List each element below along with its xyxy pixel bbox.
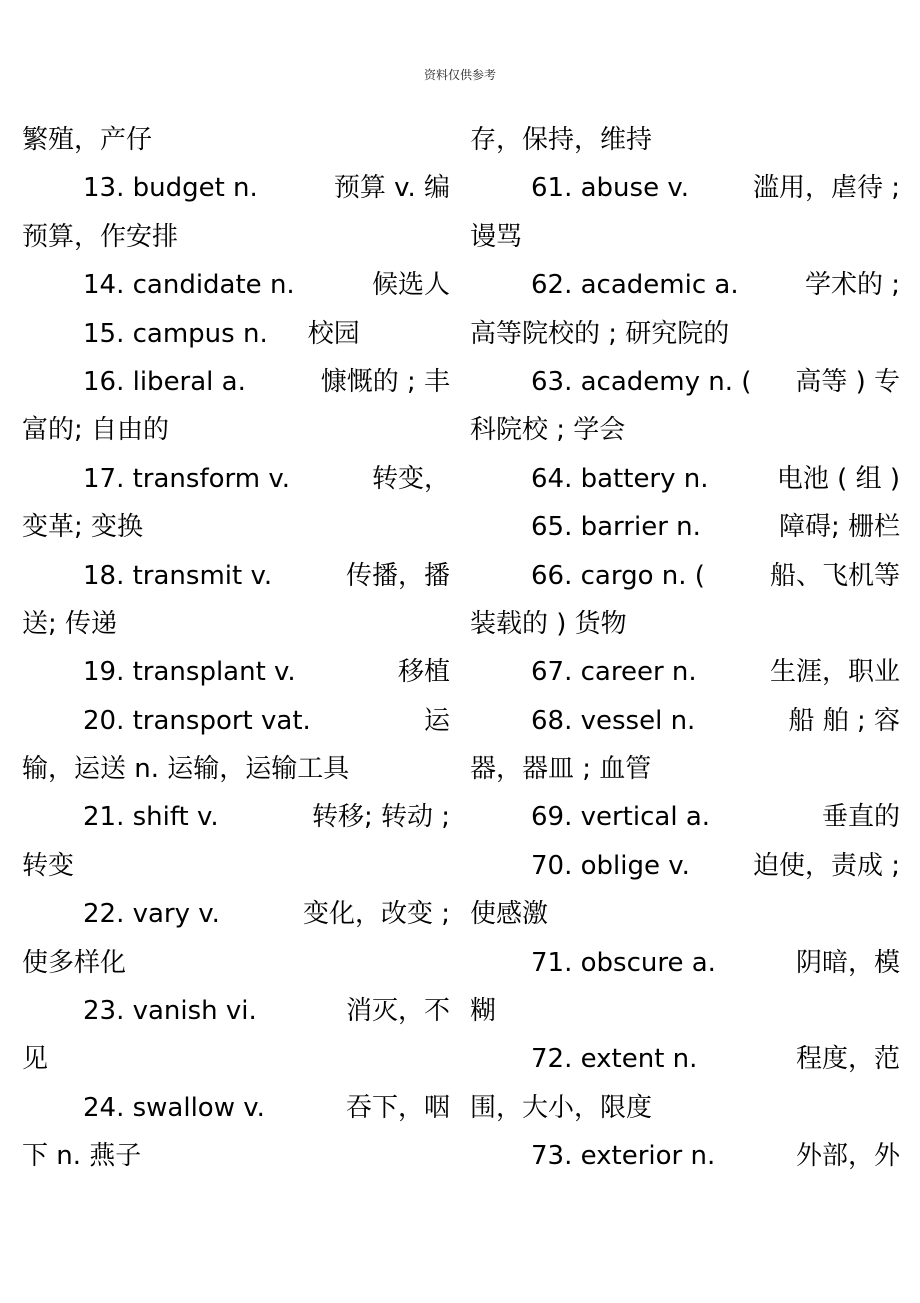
vocab-term: 72. extent n. [531, 1044, 698, 1075]
vocab-entry-line [22, 648, 450, 696]
vocab-continuation-line: 高等院校的 ; 研究院的 [470, 318, 730, 349]
vocab-definition: 障碍; 栅栏 [778, 512, 900, 543]
vocab-definition: 高等 ) 专 [795, 366, 900, 397]
vocab-entry-line [22, 793, 450, 841]
vocab-entry-line [22, 890, 450, 938]
vocab-definition: 电池 ( 组 ) [776, 463, 900, 494]
vocab-continuation-line: 转变 [22, 850, 75, 881]
vocab-term: 21. shift v. [83, 802, 219, 833]
vocab-continuation-line: 下 n. 燕子 [22, 1141, 142, 1172]
vocab-entry-line [470, 261, 900, 309]
vocab-term: 73. exterior n. [531, 1141, 716, 1172]
vocab-term: 23. vanish vi. [83, 996, 257, 1027]
vocab-continuation-line: 存，保持，维持 [470, 125, 653, 155]
vocab-definition: 垂直的 [821, 802, 900, 833]
vocab-entry-line [22, 697, 450, 745]
vocab-continuation-line: 使多样化 [22, 947, 127, 978]
vocab-definition: 变化，改变 ; [302, 899, 450, 930]
vocab-continuation-line: 使感激 [470, 899, 549, 930]
vocab-term: 14. candidate n. [83, 270, 295, 301]
vocab-entry-line [470, 793, 900, 841]
vocab-entry-line [22, 455, 450, 503]
vocab-definition: 程度，范 [795, 1044, 900, 1075]
vocab-definition: 转移; 转动 ; [311, 802, 450, 833]
vocab-definition: 转变， [371, 463, 450, 494]
vocab-entry-line [470, 939, 900, 987]
page-header: 资料仅供参考 [423, 68, 496, 82]
vocab-definition: 吞下，咽 [345, 1092, 450, 1123]
vocab-definition: 生涯，职业 [769, 657, 900, 688]
vocab-definition: 船、飞机等 [769, 560, 900, 591]
vocab-term: 62. academic a. [531, 270, 739, 301]
vocab-term: 66. cargo n. ( [531, 560, 705, 591]
vocab-continuation-line: 装载的 ) 货物 [470, 608, 627, 639]
right-column [470, 116, 900, 1181]
vocab-term: 18. transmit v. [83, 560, 273, 591]
vocab-definition: 学术的 ; [804, 270, 900, 301]
vocab-entry-line [470, 358, 900, 406]
vocab-definition: 校园 [307, 318, 360, 349]
vocab-continuation-line: 送; 传递 [22, 608, 118, 639]
vocab-entry-line [22, 310, 450, 358]
vocab-term: 61. abuse v. [531, 173, 689, 204]
vocab-continuation-line: 输，运送 n. 运输，运输工具 [22, 754, 350, 785]
vocab-definition: 船 舶 ; 容 [788, 705, 900, 736]
vocab-term: 20. transport vat. [83, 705, 311, 736]
vocab-term: 24. swallow v. [83, 1092, 265, 1123]
vocab-definition: 运 [423, 705, 450, 736]
vocab-entry-line [470, 455, 900, 503]
vocab-entry-line [22, 987, 450, 1035]
vocab-term: 70. oblige v. [531, 850, 690, 881]
vocab-term: 17. transform v. [83, 463, 290, 494]
vocab-definition: 预算 v. 编 [333, 173, 450, 204]
vocab-entry-line [470, 552, 900, 600]
vocab-term: 68. vessel n. [531, 705, 696, 736]
vocab-continuation-line: 预算，作安排 [22, 221, 179, 252]
vocab-entry-line [470, 648, 900, 696]
vocab-term: 19. transplant v. [83, 657, 296, 688]
vocab-entry-line [470, 697, 900, 745]
vocab-entry-line [470, 164, 900, 212]
vocab-definition: 迫使，责成 ; [752, 850, 900, 881]
vocab-continuation-line: 变革; 变换 [22, 512, 144, 543]
vocab-term: 69. vertical a. [531, 802, 711, 833]
vocab-definition: 传播，播 [345, 560, 450, 591]
vocab-definition: 滥用，虐待 ; [752, 173, 900, 204]
vocab-entry-line [22, 358, 450, 406]
vocab-entry-line [22, 1084, 450, 1132]
vocab-entry-line [470, 503, 900, 551]
vocab-term: 64. battery n. [531, 463, 709, 494]
left-column [22, 116, 450, 1181]
vocab-continuation-line: 器，器皿 ; 血管 [470, 754, 652, 785]
vocab-definition: 外部，外 [795, 1141, 900, 1172]
vocab-continuation-line: 糊 [470, 996, 497, 1027]
vocab-definition: 候选人 [371, 270, 450, 301]
vocab-continuation-line: 见 [22, 1044, 49, 1075]
vocab-entry-line [470, 1132, 900, 1180]
vocab-entry-line [22, 552, 450, 600]
vocab-definition: 慷慨的 ; 丰 [320, 366, 450, 397]
vocab-definition: 消灭，不 [345, 996, 450, 1027]
vocab-continuation-line: 科院校 ; 学会 [470, 415, 626, 446]
vocab-entry-line [470, 842, 900, 890]
vocab-entry-line [470, 1035, 900, 1083]
vocab-continuation-line: 繁殖，产仔 [22, 125, 153, 155]
vocab-term: 67. career n. [531, 657, 697, 688]
vocab-term: 22. vary v. [83, 899, 220, 930]
vocab-term: 63. academy n. ( [531, 366, 752, 397]
vocab-continuation-line: 围，大小，限度 [470, 1092, 653, 1123]
vocab-entry-line [22, 261, 450, 309]
vocab-term: 65. barrier n. [531, 512, 701, 543]
vocab-continuation-line: 富的; 自由的 [22, 415, 170, 446]
vocab-term: 13. budget n. [83, 173, 258, 204]
vocab-definition: 移植 [397, 657, 450, 688]
vocab-term: 15. campus n. [83, 318, 268, 349]
vocab-term: 71. obscure a. [531, 947, 716, 978]
vocab-definition: 阴暗，模 [795, 947, 900, 978]
vocab-continuation-line: 谩骂 [470, 221, 523, 252]
vocab-entry-line [22, 164, 450, 212]
vocab-term: 16. liberal a. [83, 366, 246, 397]
